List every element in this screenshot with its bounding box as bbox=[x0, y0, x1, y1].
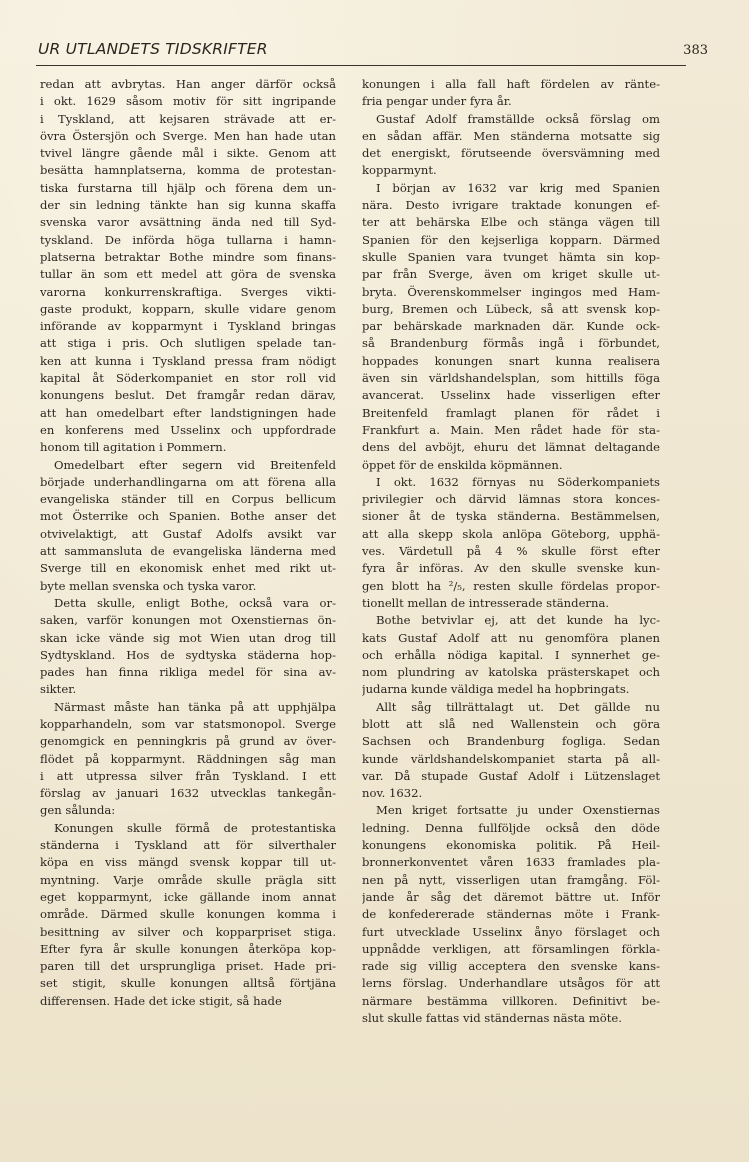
text-line: ter att behärska Elbe och stänga vägen till bbox=[362, 215, 660, 230]
text-line: bryta. Överenskommelser ingingos med Ham- bbox=[362, 284, 660, 299]
text-line: eget kopparmynt, icke gällande inom annat bbox=[40, 889, 336, 904]
text-line: burg, Bremen och Lübeck, så att svensk kop- bbox=[362, 301, 660, 316]
text-line: tvivel längre gående mål i sikte. Genom att bbox=[40, 146, 336, 161]
text-line: nom plundring av katolska prästerskapet och bbox=[362, 665, 660, 680]
text-line: skan icke vände sig mot Wien utan drog till bbox=[40, 630, 336, 645]
text-line: besittning av silver och kopparpriset stiga. bbox=[40, 924, 336, 939]
text-line: nen på nytt, visserligen utan framgång. Föl- bbox=[362, 872, 660, 887]
text-line: och erhålla nödiga kapital. I synnerhet ge- bbox=[362, 647, 660, 662]
text-line: otvivelaktigt, att Gustaf Adolfs avsikt var bbox=[40, 526, 336, 541]
text-line: Frankfurt a. Main. Men rådet hade för sta- bbox=[362, 422, 660, 437]
text-line: köpa en viss mängd svensk koppar till ut- bbox=[40, 855, 336, 870]
text-line: blott att slå ned Wallenstein och göra bbox=[362, 716, 660, 731]
text-line: Sachsen och Brandenburg fogliga. Sedan bbox=[362, 734, 660, 749]
paragraph bbox=[362, 802, 660, 1027]
text-line: de konfedererade ständernas möte i Frank- bbox=[362, 907, 660, 922]
page-number: 383 bbox=[683, 43, 708, 58]
text-line: hoppades konungen snart kunna realisera bbox=[362, 353, 660, 368]
text-line: område. Därmed skulle konungen komma i bbox=[40, 907, 336, 922]
text-line: så Brandenburg förmås ingå i förbundet, bbox=[362, 336, 660, 351]
text-line: jande år såg det däremot bättre ut. Inför bbox=[362, 889, 660, 904]
text-line: kopparhandeln, som var statsmonopol. Sverge bbox=[40, 716, 336, 731]
paragraph bbox=[40, 595, 336, 699]
paragraph bbox=[362, 180, 660, 474]
paragraph bbox=[40, 457, 336, 595]
text-line: paren till det ursprungliga priset. Hade pri- bbox=[40, 959, 336, 974]
text-line: Omedelbart efter segern vid Breitenfeld bbox=[54, 457, 336, 472]
text-line: sikter. bbox=[40, 682, 77, 697]
text-line: det energiskt, förutseende översvämning med bbox=[362, 146, 660, 161]
text-line: öppet för de enskilda köpmännen. bbox=[362, 457, 563, 472]
paragraph bbox=[40, 76, 336, 457]
text-line: varorna konkurrenskraftiga. Sverges vikti- bbox=[40, 284, 336, 299]
text-line: började underhandlingarna om att förena alla bbox=[40, 474, 336, 489]
text-line: att sammansluta de evangeliska länderna med bbox=[40, 544, 336, 559]
text-line: i att utpressa silver från Tyskland. I ett bbox=[40, 768, 336, 783]
right-text-column bbox=[362, 76, 660, 1027]
text-line: I början av 1632 var krig med Spanien bbox=[376, 180, 660, 195]
text-line: set stigit, skulle konungen alltså förtjäna bbox=[40, 976, 336, 991]
text-line: differensen. Hade det icke stigit, så hade bbox=[40, 993, 282, 1008]
header-rule bbox=[36, 65, 686, 66]
text-line: besätta hamnplatserna, komma de protestan- bbox=[40, 163, 336, 178]
text-line: fria pengar under fyra år. bbox=[362, 94, 512, 109]
text-line: att stiga i pris. Och slutligen spelade tan- bbox=[40, 336, 336, 351]
paragraph bbox=[362, 699, 660, 803]
text-line: fyra år införas. Av den skulle svenske kun- bbox=[362, 561, 660, 576]
text-line: även sin världshandelsplan, som hittills föga bbox=[362, 371, 660, 386]
page-header bbox=[38, 40, 708, 62]
text-line: saken, varför konungen mot Oxenstiernas ön- bbox=[40, 613, 336, 628]
text-line: Bothe betvivlar ej, att det kunde ha lyc- bbox=[376, 613, 660, 628]
text-line: redan att avbrytas. Han anger därför också bbox=[40, 77, 336, 91]
text-line: platserna betraktar Bothe mindre som finans- bbox=[40, 249, 336, 264]
text-line: kapital åt Söderkompaniet en stor roll vid bbox=[40, 371, 336, 386]
text-line: ken att kunna i Tyskland pressa fram nödigt bbox=[40, 353, 336, 368]
text-line: lerns förslag. Underhandlare utsågos för att bbox=[362, 976, 660, 991]
text-line: att alla skepp skola anlöpa Göteborg, upphä- bbox=[362, 526, 660, 541]
text-line: en sådan affär. Men ständerna motsatte sig bbox=[362, 128, 660, 143]
text-line: bronnerkonventet våren 1633 framlades pla- bbox=[362, 855, 660, 870]
text-line: Men kriget fortsatte ju under Oxenstiernas bbox=[376, 803, 660, 818]
text-line: närmare bestämma villkoren. Definitivt be- bbox=[362, 993, 660, 1008]
text-line: uppnådde verkligen, att församlingen förkla- bbox=[362, 941, 660, 956]
text-line: gen sålunda: bbox=[40, 803, 116, 818]
text-line: övra Östersjön och Sverge. Men han hade utan bbox=[40, 128, 336, 143]
text-line: Breitenfeld framlagt planen för rådet i bbox=[362, 405, 660, 420]
text-line: kunde världshandelskompaniet starta på all- bbox=[362, 751, 660, 766]
text-line: Efter fyra år skulle konungen återköpa kop- bbox=[40, 941, 336, 956]
text-line: dens del avböjt, ehuru det lämnat deltagande bbox=[362, 440, 660, 455]
text-line: införande av kopparmynt i Tyskland bringas bbox=[40, 319, 336, 334]
running-head: UR UTLANDETS TIDSKRIFTER bbox=[38, 40, 268, 58]
text-line: honom till agitation i Pommern. bbox=[40, 440, 227, 455]
text-line: i okt. 1629 såsom motiv för sitt ingripande bbox=[40, 94, 336, 109]
text-line: par från Sverge, även om kriget skulle ut- bbox=[362, 267, 660, 282]
text-line: kats Gustaf Adolf att nu genomföra planen bbox=[362, 630, 660, 645]
text-line: gen blott ha ²/₅, resten skulle fördelas propor- bbox=[362, 578, 660, 593]
text-line: att han omedelbart efter landstigningen hade bbox=[40, 405, 336, 420]
text-line: judarna kunde väldiga medel ha hopbringats. bbox=[362, 682, 630, 697]
text-line: Spanien för den kejserliga kopparn. Därmed bbox=[362, 232, 660, 247]
text-line: mot Österrike och Spanien. Bothe anser det bbox=[40, 509, 336, 524]
text-line: nov. 1632. bbox=[362, 786, 423, 801]
text-line: ständerna i Tyskland att för silverthaler bbox=[40, 838, 336, 853]
text-line: rade sig villig acceptera den svenske kans- bbox=[362, 959, 660, 974]
text-line: privilegier och därvid lämnas stora konces- bbox=[362, 492, 660, 507]
text-line: Gustaf Adolf framställde också förslag om bbox=[376, 111, 660, 126]
left-text-column bbox=[40, 76, 336, 1010]
text-line: konungen i alla fall haft fördelen av ränte- bbox=[362, 77, 660, 91]
text-line: svenska varor avsättning ända ned till Syd- bbox=[40, 215, 336, 230]
text-line: flödet på kopparmynt. Räddningen såg man bbox=[40, 751, 336, 766]
text-line: Konungen skulle förmå de protestantiska bbox=[54, 820, 336, 835]
text-line: ves. Värdetull på 4 % skulle först efter bbox=[362, 544, 660, 559]
text-line: pades han finna rikliga medel för sina av- bbox=[40, 665, 336, 680]
text-line: tullar än som ett medel att göra de svenska bbox=[40, 267, 336, 282]
text-line: konungens beslut. Det framgår redan därav, bbox=[40, 388, 336, 403]
text-line: Detta skulle, enligt Bothe, också vara or- bbox=[54, 595, 336, 610]
text-line: Sverge till en ekonomisk enhet med rikt ut- bbox=[40, 561, 336, 576]
text-line: Närmast måste han tänka på att upphjälpa bbox=[54, 699, 336, 714]
text-line: i Tyskland, att kejsaren strävade att er- bbox=[40, 111, 336, 126]
text-line: en konferens med Usselinx och uppfordrade bbox=[40, 422, 336, 437]
paragraph bbox=[362, 111, 660, 180]
paragraph bbox=[362, 474, 660, 612]
text-line: ledning. Denna fullföljde också den döde bbox=[362, 820, 660, 835]
text-line: I okt. 1632 förnyas nu Söderkompaniets bbox=[376, 474, 660, 489]
paragraph bbox=[362, 76, 660, 111]
text-line: gaste produkt, kopparn, skulle vidare genom bbox=[40, 301, 336, 316]
text-line: konungens ekonomiska politik. På Heil- bbox=[362, 838, 660, 853]
text-line: sioner åt de tyska ständerna. Bestämmelsen, bbox=[362, 509, 660, 524]
text-line: slut skulle fattas vid ständernas nästa möte. bbox=[362, 1011, 622, 1026]
text-line: der sin ledning tänkte han sig kunna skaffa bbox=[40, 198, 336, 213]
text-line: avancerat. Usselinx hade visserligen efter bbox=[362, 388, 660, 403]
text-line: tiska furstarna till hjälp och förena dem un- bbox=[40, 180, 336, 195]
paragraph bbox=[362, 612, 660, 698]
paragraph bbox=[40, 820, 336, 1010]
text-line: myntning. Varje område skulle prägla sitt bbox=[40, 872, 336, 887]
text-line: byte mellan svenska och tyska varor. bbox=[40, 578, 257, 593]
text-line: nära. Desto ivrigare traktade konungen ef- bbox=[362, 198, 660, 213]
text-line: Allt såg tillrättalagt ut. Det gällde nu bbox=[376, 699, 660, 714]
text-line: evangeliska ständer till en Corpus bellicum bbox=[40, 492, 336, 507]
text-line: tyskland. De införda höga tullarna i hamn- bbox=[40, 232, 336, 247]
text-line: furt utvecklade Usselinx ånyo förslaget och bbox=[362, 924, 660, 939]
text-line: var. Då stupade Gustaf Adolf i Lützenslaget bbox=[362, 768, 660, 783]
text-line: kopparmynt. bbox=[362, 163, 437, 178]
text-line: förslag av januari 1632 utvecklas tankegån- bbox=[40, 786, 336, 801]
text-line: genomgick en penningkris på grund av över- bbox=[40, 734, 336, 749]
paragraph bbox=[40, 699, 336, 820]
text-line: skulle Spanien vara tvunget hämta sin kop- bbox=[362, 249, 660, 264]
text-line: tionellt mellan de intresserade ständerna. bbox=[362, 595, 610, 610]
text-line: Sydtyskland. Hos de sydtyska städerna hop- bbox=[40, 647, 336, 662]
text-line: par behärskade marknaden där. Kunde ock- bbox=[362, 319, 660, 334]
